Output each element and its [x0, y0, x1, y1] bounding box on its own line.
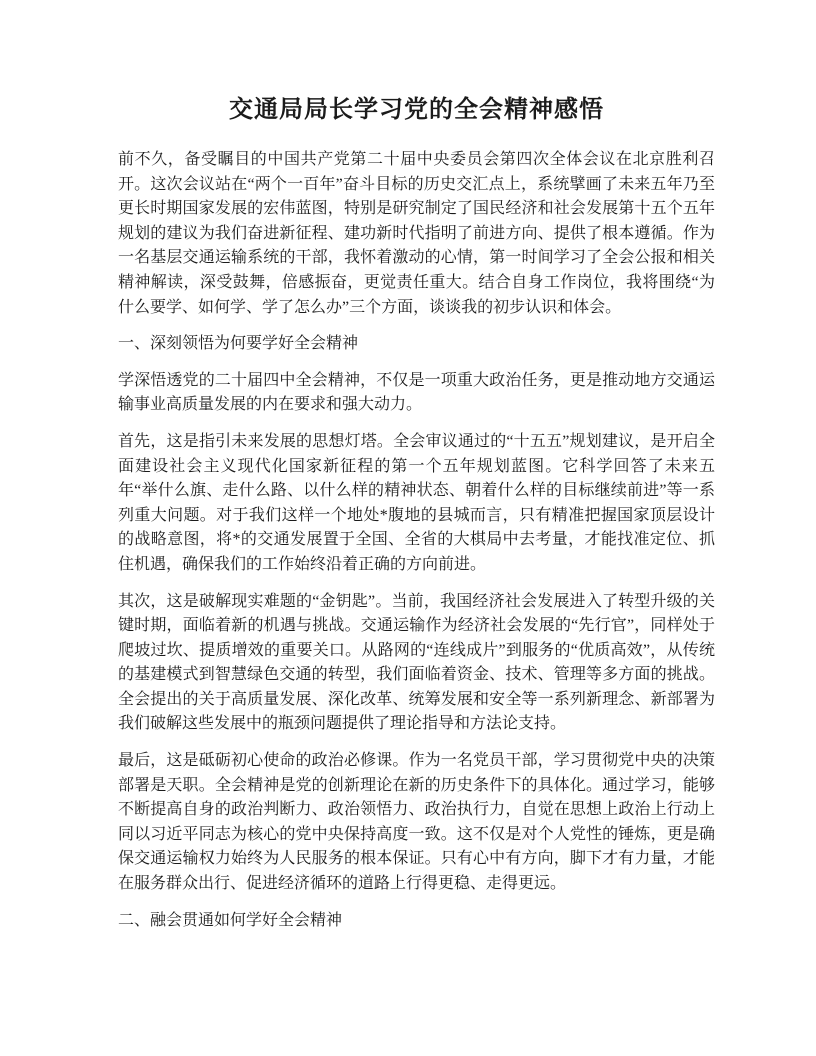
section-1-paragraph-4: 最后，这是砥砺初心使命的政治必修课。作为一名党员干部，学习贯彻党中央的决策部署是天职。全会精神是党的创新理论在新的历史条件下的具体化。通过学习，能够不断提高自身的政治判断力、政治领悟力、政治执行力，自觉在思想上政治上行动上同以习近平同志为核心的党中央保持高度一致。这不仅是对个人党性的锤炼，更是确保交通运输权力始终为人民服务的根本保证。只有心中有方向，脚下才有力量，才能在服务群众出行、促进经济循环的道路上行得更稳、走得更远。 [118, 752, 715, 893]
section-1-paragraph-3: 其次，这是破解现实难题的“金钥匙”。当前，我国经济社会发展进入了转型升级的关键时期，面临着新的机遇与挑战。交通运输作为经济社会发展的“先行官”，同样处于爬坡过坎、提质增效的重要关口。从路网的“连线成片”到服务的“优质高效”，从传统的基建模式到智慧绿色交通的转型，我们面临着资金、技术、管理等多方面的挑战。全会提出的关于高质量发展、深化改革、统筹发展和安全等一系列新理念、新部署为我们破解这些发展中的瓶颈问题提供了理论指导和方法论支持。 [118, 592, 715, 733]
section-1-heading: 一、深刻领悟为何要学好全会精神 [118, 335, 359, 353]
section-1-paragraph-2: 首先，这是指引未来发展的思想灯塔。全会审议通过的“十五五”规划建议，是开启全面建设社会主义现代化国家新征程的第一个五年规划蓝图。它科学回答了未来五年“举什么旗、走什么路、以什么样的精神状态、朝着什么样的目标继续前进”等一系列重大问题。对于我们这样一个地处*腹地的县城而言，只有精准把握国家顶层设计的战略意图，将*的交通发展置于全国、全省的大棋局中去考量，才能找准定位、抓住机遇，确保我们的工作始终沿着正确的方向前进。 [118, 432, 715, 573]
section-2-heading: 二、融会贯通如何学好全会精神 [118, 911, 343, 929]
section-1-paragraph-1: 学深悟透党的二十届四中全会精神，不仅是一项重大政治任务，更是推动地方交通运输事业高质量发展的内在要求和强大动力。 [118, 371, 715, 414]
document-title: 交通局局长学习党的全会精神感悟 [229, 97, 604, 123]
paragraph-intro: 前不久，备受瞩目的中国共产党第二十届中央委员会第四次全体会议在北京胜利召开。这次会议站在“两个一百年”奋斗目标的历史交汇点上，系统擘画了未来五年乃至更长时期国家发展的宏伟蓝图，特别是研究制定了国民经济和社会发展第十五个五年规划的建议为我们奋进新征程、建功新时代指明了前进方向、提供了根本遵循。作为一名基层交通运输系统的干部，我怀着激动的心情，第一时间学习了全会公报和相关精神解读，深受鼓舞，倍感振奋，更觉责任重大。结合自身工作岗位，我将围绕“为什么要学、如何学、学了怎么办”三个方面，谈谈我的初步认识和体会。 [118, 151, 715, 316]
